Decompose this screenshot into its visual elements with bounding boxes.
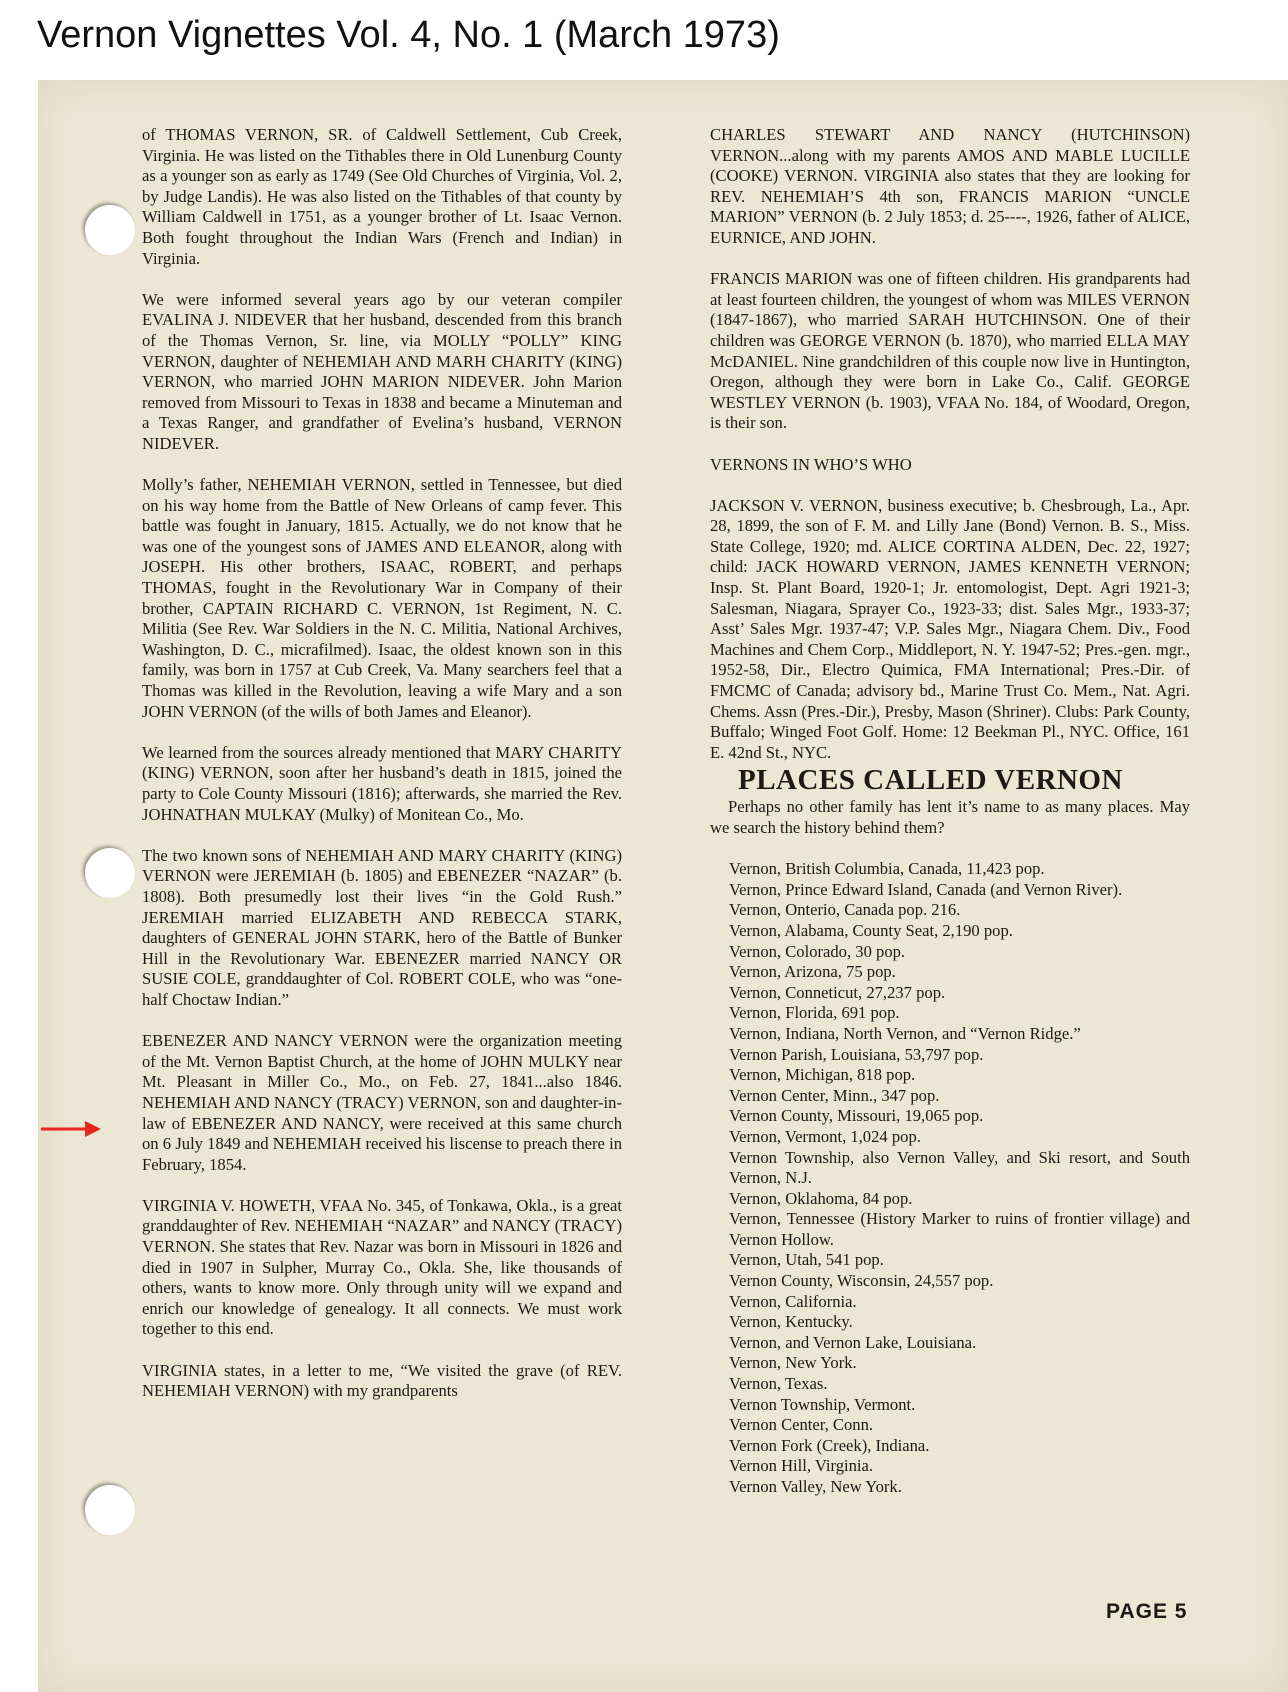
binder-hole-middle — [85, 848, 135, 898]
paragraph-baptist-church: EBENEZER AND NANCY VERNON were the organization meeting of the Mt. Vernon Baptist Church, at the home of JOHN MULKY near Mt. Pleasant in Miller Co., Mo., on Feb. 27, 1841...also 1846. NEHEMIAH AND NANCY (TRACY) VERNON, son and daughter-in-law of EBENEZER AND NANCY, were received at this same church on 6 July 1849 and NEHEMIAH received his liscense to preach there in February, 1854. — [142, 1031, 622, 1174]
place-text: Vernon County, Wisconsin, 24,557 pop. — [729, 1271, 994, 1291]
place-text: Vernon, Conneticut, 27,237 pop. — [729, 982, 946, 1002]
paragraph-nidever: We were informed several years ago by our veteran compiler EVALINA J. NIDEVER that her husband, descended from this branch of the Thomas Vernon, Sr. line, via MOLLY “POLLY” KING VERNON, daughter of NEHEMIAH AND MARH CHARITY (KING) VERNON, who married JOHN MARION NIDEVER. John Marion removed from Missouri to Texas in 1838 and became a Minuteman and a Texas Ranger, and grandfather of Evelina’s husband, VERNON NIDEVER. — [142, 289, 622, 453]
place-item — [710, 1065, 1190, 1086]
paragraph-thomas-vernon: of THOMAS VERNON, SR. of Caldwell Settlement, Cub Creek, Virginia. He was listed on the Tithables there in Old Lunenburg County as a younger son as early as 1749 (See Old Churches of Virginia, Vol. 2, by Judge Landis). He was also listed on the Tithables of that county by William Caldwell in 1751, as a younger brother of Lt. Isaac Vernon. Both fought throughout the Indian Wars (French and Indian) in Virginia. — [142, 125, 622, 268]
places-intro: Perhaps no other family has lent it’s name to as many places. May we search the history behind them? — [710, 797, 1190, 837]
place-text: Vernon, Colorado, 30 pop. — [729, 941, 906, 961]
place-item — [710, 1477, 1190, 1498]
places-heading: PLACES CALLED VERNON — [738, 764, 1123, 797]
place-text: Vernon Township, also Vernon Valley, and Ski resort, and South Vernon, N.J. — [729, 1147, 1190, 1188]
binder-hole-bottom — [85, 1485, 135, 1535]
place-item — [710, 1271, 1190, 1292]
place-item — [710, 1333, 1190, 1354]
place-text: Vernon, New York. — [729, 1353, 857, 1373]
place-text: Vernon, Kentucky. — [729, 1312, 853, 1332]
place-item — [710, 1024, 1190, 1045]
place-item — [710, 1127, 1190, 1148]
place-text: Vernon, and Vernon Lake, Louisiana. — [729, 1332, 977, 1352]
place-item — [710, 1045, 1190, 1066]
place-text: Vernon, Alabama, County Seat, 2,190 pop. — [729, 920, 1013, 940]
place-item — [710, 962, 1190, 983]
place-item — [710, 859, 1190, 880]
place-text: Vernon, British Columbia, Canada, 11,423 pop. — [729, 859, 1045, 879]
paragraph-howeth: VIRGINIA V. HOWETH, VFAA No. 345, of Tonkawa, Okla., is a great granddaughter of Rev. NEHEMIAH “NAZAR” and NANCY (TRACY) VERNON. She states that Rev. Nazar was born in Missouri in 1826 and died in 1907 in Sulpher, Murray Co., Okla. She, like thousands of others, wants to know more. Only through unity will we expand and enrich our knowledge of genealogy. It all connects. We must work together to this end. — [142, 1195, 622, 1339]
place-item — [710, 921, 1190, 942]
section-title-whos-who: VERNONS IN WHO’S WHO — [710, 454, 912, 474]
paragraph-mary-charity: We learned from the sources already mentioned that MARY CHARITY (KING) VERNON, soon after her husband’s death in 1815, joined the party to Cole County Missouri (1816); afterwards, she married the Rev. JOHNATHAN MULKAY (Mulky) of Monitean Co., Mo. — [142, 742, 622, 824]
place-item — [710, 1415, 1190, 1436]
place-item — [710, 1106, 1190, 1127]
page-caption: Vernon Vignettes Vol. 4, No. 1 (March 1973) — [37, 14, 780, 56]
place-text: Vernon, Oklahoma, 84 pop. — [729, 1188, 913, 1208]
place-item — [710, 1086, 1190, 1107]
page-number: PAGE 5 — [1106, 1600, 1188, 1623]
place-item — [710, 1353, 1190, 1374]
place-text: Vernon Parish, Louisiana, 53,797 pop. — [729, 1044, 984, 1064]
place-text: Vernon Center, Minn., 347 pop. — [729, 1085, 940, 1105]
place-text: Vernon Center, Conn. — [729, 1415, 874, 1435]
place-item — [710, 1292, 1190, 1313]
right-column — [710, 125, 1190, 1498]
place-text: Vernon, Prince Edward Island, Canada (and Vernon River). — [729, 879, 1123, 899]
place-text: Vernon, Michigan, 818 pop. — [729, 1065, 916, 1085]
place-item — [710, 1189, 1190, 1210]
place-item — [710, 900, 1190, 921]
place-text: Vernon, California. — [729, 1291, 857, 1311]
place-item — [710, 1436, 1190, 1457]
place-text: Vernon, Arizona, 75 pop. — [729, 962, 896, 982]
place-text: Vernon, Onterio, Canada pop. 216. — [729, 900, 961, 920]
place-item — [710, 1003, 1190, 1024]
place-item — [710, 1250, 1190, 1271]
place-item — [710, 1209, 1190, 1250]
place-item — [710, 983, 1190, 1004]
place-item — [710, 1374, 1190, 1395]
left-column — [142, 125, 622, 1422]
paragraph-jackson-vernon: JACKSON V. VERNON, business executive; b. Chesbrough, La., Apr. 28, 1899, the son of F. M. and Lilly Jane (Bond) Vernon. B. S., Miss. State College, 1920; md. ALICE CORTINA ALDEN, Dec. 22, 1927; child: JACK HOWARD VERNON, JAMES KENNETH VERNON; Insp. St. Plant Board, 1920-1; Jr. entomologist, Dept. Agri 1921-3; Salesman, Niagara, Sprayer Co., 1923-33; dist. Sales Mgr., 1933-37; Asst’ Sales Mgr. 1937-47; V.P. Sales Mgr., Niagara Chem. Div., Food Machines and Chem Corp., Middleport, N. Y. 1947-52; Pres.-gen. mgr., 1952-58, Dir., Electro Quimica, FMA International; Pres.-Dir. of FMCMC of Canada; advisory bd., Marine Trust Co. Mem., Nat. Agri. Chems. Assn (Pres.-Dir.), Presby, Mason (Shriner). Clubs: Park County, Buffalo; Winged Foot Golf. Home: 12 Beekman Pl., NYC. Office, 161 E. 42nd St., NYC. — [710, 495, 1190, 762]
place-text: Vernon, Florida, 691 pop. — [729, 1003, 900, 1023]
place-text: Vernon Hill, Virginia. — [729, 1456, 874, 1476]
red-arrow-icon — [41, 1120, 101, 1138]
place-text: Vernon, Indiana, North Vernon, and “Vernon Ridge.” — [729, 1023, 1081, 1043]
place-text: Vernon Fork (Creek), Indiana. — [729, 1435, 930, 1455]
place-item — [710, 1148, 1190, 1189]
place-item — [710, 1312, 1190, 1333]
place-text: Vernon Township, Vermont. — [729, 1394, 916, 1414]
place-text: Vernon, Tennessee (History Marker to ruins of frontier village) and Vernon Hollow. — [729, 1209, 1190, 1249]
place-item — [710, 942, 1190, 963]
place-text: Vernon, Utah, 541 pop. — [729, 1250, 884, 1270]
binder-hole-top — [85, 205, 135, 255]
place-item — [710, 1395, 1190, 1416]
place-text: Vernon County, Missouri, 19,065 pop. — [729, 1106, 984, 1126]
paragraph-virginia-letter: VIRGINIA states, in a letter to me, “We visited the grave (of REV. NEHEMIAH VERNON) with my grandparents — [142, 1360, 622, 1401]
paragraph-two-sons: The two known sons of NEHEMIAH AND MARY CHARITY (KING) VERNON were JEREMIAH (b. 1805) and EBENEZER “NAZAR” (b. 1808). Both presumedly lost their lives “in the Gold Rush.” JEREMIAH married ELIZABETH AND REBECCA STARK, daughters of GENERAL JOHN STARK, hero of the Battle of Bunker Hill in the Revolutionary War. EBENEZER married NANCY OR SUSIE COLE, granddaughter of Col. ROBERT COLE, who was “one-half Choctaw Indian.” — [142, 845, 622, 1009]
place-text: Vernon, Vermont, 1,024 pop. — [729, 1126, 921, 1146]
place-text: Vernon, Texas. — [729, 1374, 828, 1394]
paragraph-charles-stewart: CHARLES STEWART AND NANCY (HUTCHINSON) VERNON...along with my parents AMOS AND MABLE LUCILLE (COOKE) VERNON. VIRGINIA also states that they are looking for REV. NEHEMIAH’S 4th son, FRANCIS MARION “UNCLE MARION” VERNON (b. 2 July 1853; d. 25----, 1926, father of ALICE, EURNICE, AND JOHN. — [710, 125, 1190, 247]
paragraph-nehemiah: Molly’s father, NEHEMIAH VERNON, settled in Tennessee, but died on his way home from the Battle of New Orleans of camp fever. This battle was fought in January, 1815. Actually, we do not know that he was one of the youngest sons of JAMES AND ELEANOR, along with JOSEPH. His other brothers, ISAAC, ROBERT, and perhaps THOMAS, fought in the Revolutionary War in Company of their brother, CAPTAIN RICHARD C. VERNON, 1st Regiment, N. C. Militia (See Rev. War Soldiers in the N. C. Militia, National Archives, Washington, D. C., micrafilmed). Isaac, the oldest known son in this family, was born in 1757 at Cub Creek, Va. Many searchers feel that a Thomas was killed in the Revolution, leaving a wife Mary and a son JOHN VERNON (of the wills of both James and Eleanor). — [142, 475, 622, 721]
paragraph-francis-marion: FRANCIS MARION was one of fifteen children. His grandparents had at least fourteen children, the youngest of whom was MILES VERNON (1847-1867), who married SARAH HUTCHINSON. One of their children was GEORGE VERNON (b. 1870), who married ELLA MAY McDANIEL. Nine grandchildren of this couple now live in Huntington, Oregon, although they were born in Lake Co., Calif. GEORGE WESTLEY VERNON (b. 1903), VFAA No. 184, of Woodard, Oregon, is their son. — [710, 269, 1190, 433]
place-item — [710, 880, 1190, 901]
place-item — [710, 1456, 1190, 1477]
place-text: Vernon Valley, New York. — [729, 1477, 902, 1496]
places-list — [710, 859, 1190, 1497]
